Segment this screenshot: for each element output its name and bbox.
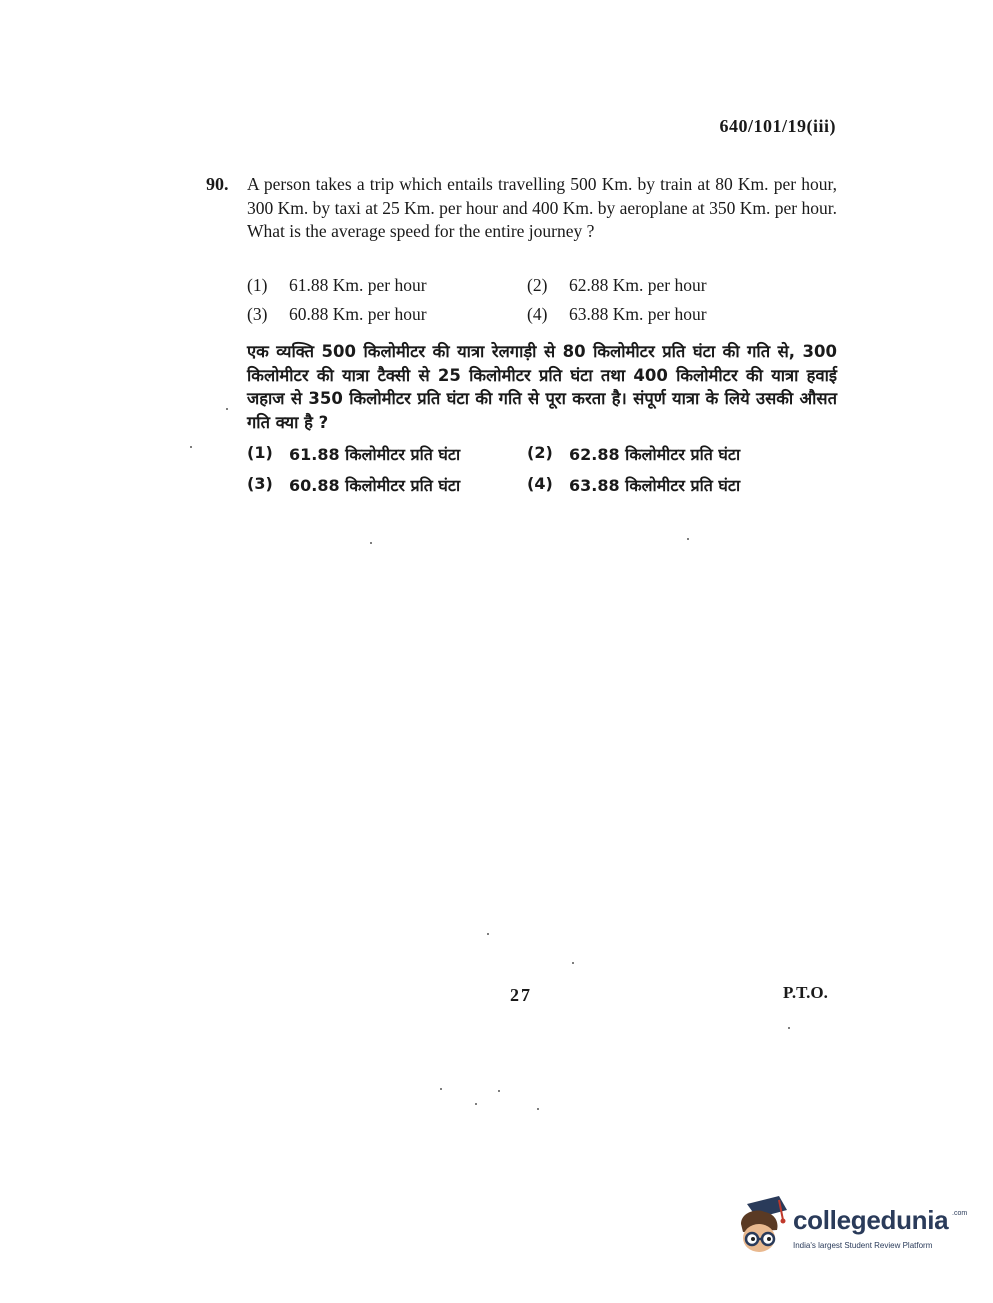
brand-tagline: India's largest Student Review Platform (793, 1241, 933, 1250)
option-number: (3) (247, 473, 273, 493)
question-text-hindi: एक व्यक्ति 500 किलोमीटर की यात्रा रेलगाड़ी से 80 किलोमीटर प्रति घंटा की गति से, 300 किलोमीटर की यात्रा टैक्सी से 25 किलोमीटर प्रति घंटा तथा 400 किलोमीटर की यात्रा हवाई जहाज से 350 किलोमीटर प्रति घंटा की गति से पूरा करता है। संपूर्ण यात्रा के लिये उसकी औसत गति क्या है ? (247, 342, 837, 432)
mascot-icon (735, 1194, 795, 1260)
option-1-hindi[interactable] (247, 443, 527, 465)
scan-speck (370, 542, 372, 544)
scan-speck (226, 408, 228, 410)
scan-speck (572, 962, 574, 964)
scan-speck (498, 1090, 500, 1092)
option-text: 63.88 किलोमीटर प्रति घंटा (569, 475, 741, 495)
scan-speck (475, 1103, 477, 1105)
paper-code: 640/101/19(iii) (719, 116, 836, 136)
option-2-english[interactable] (527, 275, 807, 296)
option-number: (2) (527, 275, 548, 295)
collegedunia-watermark (735, 1192, 968, 1262)
scan-speck (190, 446, 192, 448)
option-2-hindi[interactable] (527, 443, 807, 465)
option-text: 63.88 Km. per hour (569, 304, 707, 324)
option-3-hindi[interactable] (247, 474, 527, 496)
option-number: (3) (247, 304, 268, 324)
option-1-english[interactable] (247, 275, 527, 296)
option-text: 62.88 Km. per hour (569, 275, 707, 295)
option-number: (1) (247, 275, 268, 295)
page-number: 27 (510, 985, 532, 1005)
scan-speck (440, 1088, 442, 1090)
brand-domain: .com (952, 1210, 968, 1217)
option-text: 61.88 Km. per hour (289, 275, 427, 295)
option-number: (4) (527, 473, 553, 493)
scan-speck (788, 1027, 790, 1029)
scan-speck (487, 933, 489, 935)
question-number: 90. (206, 174, 229, 194)
option-3-english[interactable] (247, 304, 527, 325)
option-number: (4) (527, 304, 548, 324)
option-row (247, 438, 807, 469)
option-row (247, 469, 807, 500)
option-number: (2) (527, 442, 553, 462)
option-text: 60.88 Km. per hour (289, 304, 427, 324)
brand-name: collegedunia (793, 1205, 949, 1235)
scan-speck (537, 1108, 539, 1110)
option-4-english[interactable] (527, 304, 807, 325)
option-text: 60.88 किलोमीटर प्रति घंटा (289, 475, 461, 495)
option-row (247, 271, 807, 300)
option-text: 62.88 किलोमीटर प्रति घंटा (569, 444, 741, 464)
option-row (247, 300, 807, 329)
hindi-options (247, 438, 807, 500)
english-options (247, 271, 807, 329)
question-text-english: A person takes a trip which entails travelling 500 Km. by train at 80 Km. per hour, 300 Km. by taxi at 25 Km. per hour and 400 Km. by aeroplane at 350 Km. per hour. What is the average speed for the entire journey ? (247, 174, 837, 241)
scan-speck (687, 538, 689, 540)
option-4-hindi[interactable] (527, 474, 807, 496)
option-text: 61.88 किलोमीटर प्रति घंटा (289, 444, 461, 464)
pto-label: P.T.O. (783, 983, 828, 1002)
option-number: (1) (247, 442, 273, 462)
